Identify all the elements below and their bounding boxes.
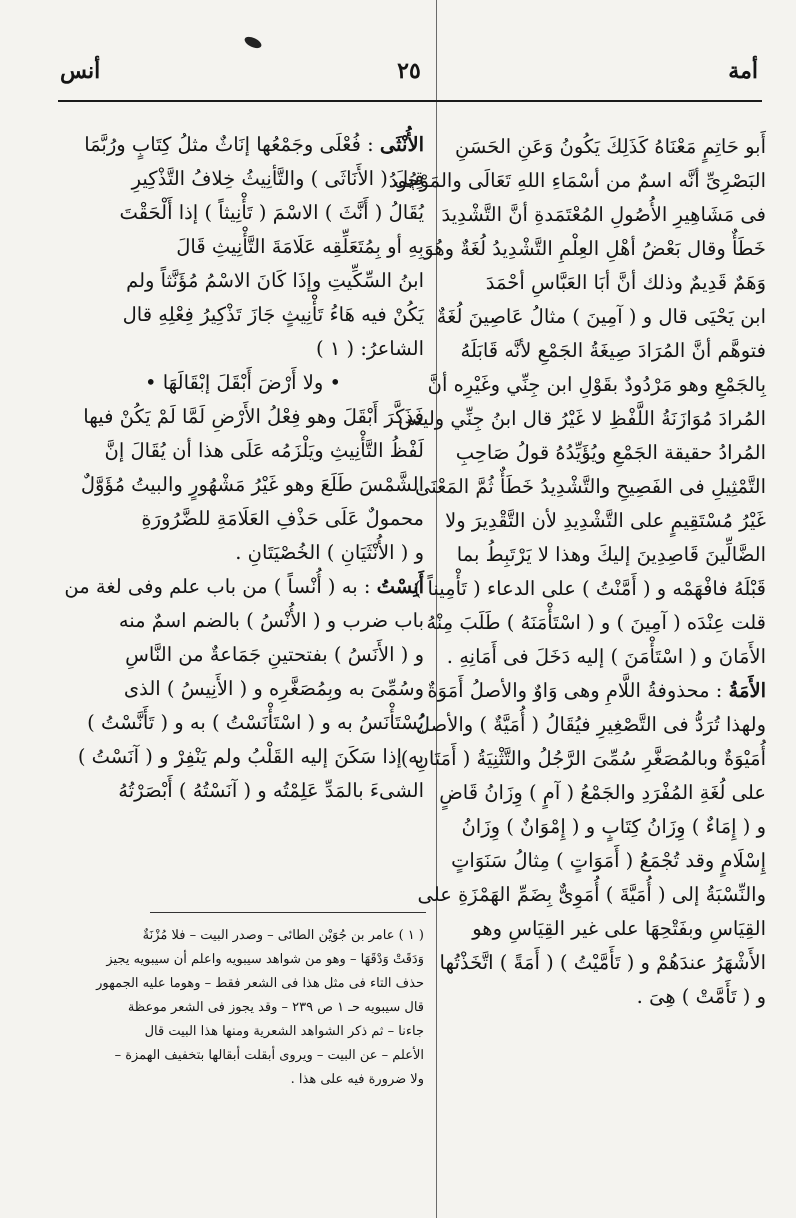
text-line: و ( تَأَمَّتْ ) هِىَ . (636, 985, 766, 1008)
text-line: و ( إِمَاءٌ ) وِزَانُ كِتَابٍ و ( إِمْوَانٌ ) وِزَانُ (461, 815, 766, 838)
text-line: الشَّمْسَ طَلَعَ وهو غَيْرُ مَشْهُورٍ والبيتُ مُؤَوَّلٌ (80, 473, 424, 496)
headword-anistu: أَنِسْتُ (376, 575, 424, 598)
text-line: قلت عِنْدَه ( آمِينَ ) و ( اسْتَأْمَنَهُ ) طَلَبَ مِنْهُ (426, 611, 766, 634)
text-line: باب ضرب و ( الأُنْسُ ) بالضم اسمٌ منه (118, 609, 424, 632)
text-line: المُرادَ مُوَازَنَةُ اللَّفْظِ لا غَيْرُ قال ابنُ جِنِّي وليس (398, 407, 766, 430)
poetry-verse: • ولا أَرْضَ أَبْقَلَ إبْقَالَهَا • (145, 371, 341, 394)
text-line: المُرادُ حقيقة الجَمْعِ ويُؤَيِّدُهُ قولُ صَاحِبِ (455, 441, 766, 464)
footnote-line: ( ١ ) عامر بن جُوَيْن الطائى – وصدر البيت – فلا مُزْنَةٌ (142, 928, 424, 943)
headword-amah: الأَمَةُ (728, 679, 766, 702)
text-line: وسُمِّىَ به وبِمُصَغَّرِه و ( الأَنِيسُ ) الذى (123, 677, 424, 700)
text-line: ابنُ السِّكِّيتِ وإذَا كَانَ الاسْمُ مُؤَنَّثاً ولم (126, 269, 424, 292)
text-line: يُسْتَأْنَسُ به و ( اسْتَأْنَسْتُ ) به و ( تَأَنَّسْتُ ) (87, 711, 424, 734)
footnote-line: حذف التاء فى مثل هذا فى الشعر فقط – وهوما عليه الجمهور (96, 976, 424, 991)
text-line: القِيَاسِ وبفَتْحِهَا على غير القِيَاسِ وهو (472, 917, 766, 940)
text-line: خَطَأٌ وقال بَعْضُ أهْلِ العِلْمِ التَّشْدِيدُ لُغَةٌ وهُوَ (424, 237, 766, 260)
text-line: غَيْرُ مُسْتَقِيمٍ على التَّشْدِيدِ لأن التَّقْدِيرَ ولا (445, 509, 766, 532)
entry-anistu-first-line (62, 570, 424, 604)
text-line: و ( الأُنْثَيَانِ ) الخُصْيَتَانِ . (235, 541, 424, 564)
text-line: الضَّالِّينَ قَاصِدِينَ إليكَ وهذا لا يَرْتَبِطُ بما (456, 543, 766, 566)
footnote-rule (150, 912, 426, 913)
text-line: فى مَشَاهِيرِ الأُصُولِ المُعْتَمَدةِ أنَّ التَّشْدِيدَ (441, 203, 766, 226)
footnote-line: جاءنا – ثم ذكر الشواهد الشعرية ومنها هذا البيت قال (144, 1024, 424, 1039)
text-line: وَهَمٌ قَدِيمٌ وذلك أنَّ أبَا العَبَّاسِ أحْمَدَ (485, 271, 766, 294)
text-line: إِسْلَامٍ وقد تُجْمَعُ ( أَمَوَاتٍ ) مِثالُ سَنَوَاتٍ (451, 849, 766, 872)
header-right-word: أمة (728, 58, 758, 84)
text-line: ابن يَحْيَى قال و ( آمِينَ ) مثالُ عَاصِينَ لُغَةٌ (436, 305, 766, 328)
text-line: : به ( أُنْساً ) من باب علم وفى لغة من (64, 575, 371, 598)
footnote-line: قال سيبويه حـ ١ ص ٢٣٩ – وقد يجوز فى الشعر موعظة (127, 1000, 424, 1015)
text-line: ولهذا تُرَدُّ فى التَّصْغِيرِ فيُقَالُ ( أُمَيَّةٌ ) والأصلُ (415, 713, 766, 736)
running-header (60, 58, 758, 98)
text-line: محمولٌ عَلَى حَذْفِ العَلَامَةِ للضَّرُورَةِ (141, 507, 424, 530)
left-column (62, 128, 424, 808)
header-rule (58, 100, 762, 102)
text-line: يَكُنْ فيه هَاءُ تَأْنِيثٍ جَازَ تَذْكِيرُ فِعْلِهِ قال (122, 303, 424, 326)
text-line: : فُعْلَى وجَمْعُها إنَاثٌ مثلُ كِتَابٍ ورُبَّمَا (84, 133, 374, 156)
ink-speck (243, 35, 263, 51)
text-line: لَفْظُ التَّأْنِيثِ ويَلْزَمُه عَلَى هذا أن يُقَالَ إنَّ (104, 439, 424, 462)
text-line: أَبو حَاتِمٍ مَعْنَاهُ كَذَلِكَ يَكُونُ وَعَنِ الحَسَنِ (455, 135, 766, 158)
text-line: بِالجَمْعِ وهو مَرْدُودٌ بقَوْلِ ابن جِنِّي وغَيْرِه أنَّ (427, 373, 766, 396)
entry-amah-first-line (427, 674, 766, 708)
footnote-line: الأعلم – عن البيت – ويروى أبقلت أبقالها بتخفيف الهمزة – (114, 1048, 424, 1063)
page-number: ٢٥ (397, 58, 421, 84)
text-line: الأَشْهَرُ عندَهُمْ و ( تَأَمَّيْتُ ) ( أَمَةً ) اتَّخَذْتُها (439, 951, 766, 974)
text-line: و ( الأَنَسُ ) بفتحتينِ جَمَاعةٌ من النَّاسِ (125, 643, 424, 666)
header-left-word: أنس (60, 58, 101, 84)
text-line: فتوهَّم أنَّ المُرَادَ صِيغَةُ الجَمْعِ لأنَّه قَابَلَهُ (460, 339, 766, 362)
text-line: بِهِ أو بِمُتَعَلِّقِه عَلَامَةَ التَّأْنِيثِ قَالَ (176, 235, 424, 258)
footnote-line: ولا ضرورة فيه على هذا . (290, 1072, 424, 1087)
text-line: والنِّسْبَةُ إلى ( أُمَيَّةَ ) أُمَوِىٌّ بِضَمِّ الهَمْزَةِ على (417, 883, 766, 906)
text-line: الشاعرُ: ( ١ ) (316, 337, 424, 360)
headword-untha: الأُنْثَى (379, 133, 424, 156)
text-line: التَّمْثِيلِ فى الفَصِيحِ والتَّشْدِيدُ خَطَأٌ ثُمَّ المَعْنَى (415, 475, 766, 498)
text-line: فَذَكَّرَ أَبْقَلَ وهو فِعْلُ الأَرْضِ لَمَّا لَمْ يَكُنْ فيها (83, 405, 424, 428)
text-line: الأَمَانَ و ( اسْتَأْمَنَ ) إليه دَخَلَ فى أَمَانِهِ . (446, 645, 766, 668)
text-line: البَصْرِىِّ أنَّه اسمٌ من أسْمَاءِ اللهِ تَعَالَى والمَوْجُودُ (388, 169, 766, 192)
entry-untha-first-line (62, 128, 424, 162)
footnote-line: وَدَقَتْ وَدْقَهَا – وهو من شواهد سيبويه واعلم أن سيبويه يجيز (106, 952, 424, 967)
text-line: يُقَالُ ( أَنَّثَ ) الاسْمَ ( تَأْنِيثاً ) إذا أَلْحَقْتَ (119, 201, 424, 224)
text-line: قِيلَ ( الأَنَاثَى ) والتَّأنِيثُ خِلافُ التَّذْكِيرِ (131, 167, 424, 190)
text-line: قَبْلَهُ فافْهَمْه و ( أَمَّنْتُ ) على الدعاء ( تَأْمِيناً ) (413, 577, 766, 600)
text-line: على لُغَةِ المُفْرَدِ والجَمْعُ ( آمٍ ) وِزَانُ قَاضٍ (439, 781, 766, 804)
text-line: أُمَيْوَةٌ وبالمُصَغَّرِ سُمِّىَ الرَّجُلُ والتَّثْنِيَةُ ( أَمَتَانِ ) (400, 747, 766, 770)
text-line: : محذوفةُ اللَّامِ وهى وَاوٌ والأصلُ أَمَوَةٌ (427, 679, 723, 702)
text-line: الشىءَ بالمَدِّ عَلِمْتُه و ( آنَسْتُهُ ) أَبْصَرْتُهُ (118, 779, 424, 802)
text-line: به إذا سَكَنَ إليه القَلْبُ ولم يَنْفِرْ و ( آنَسْتُ ) (77, 745, 424, 768)
footnotes (62, 924, 424, 1092)
